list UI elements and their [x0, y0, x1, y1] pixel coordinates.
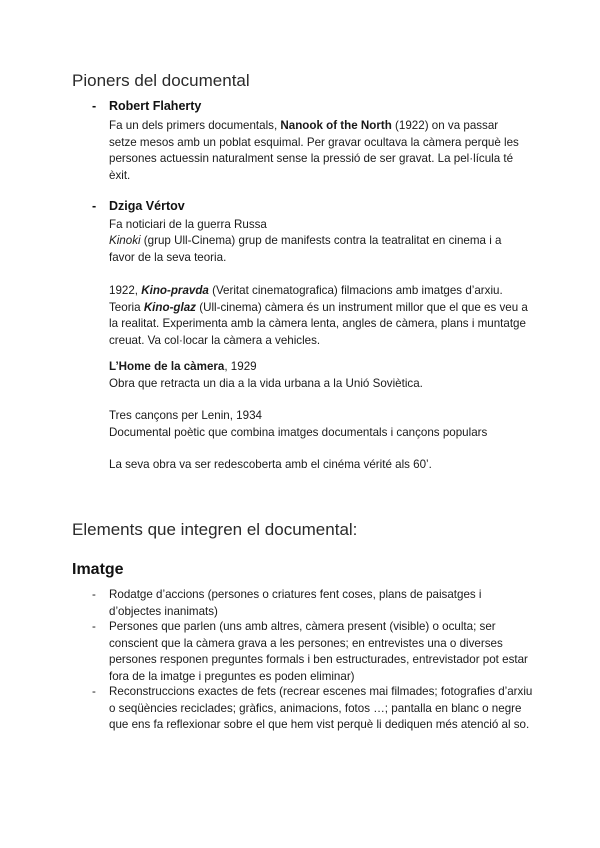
- bullet-dash: -: [92, 99, 97, 113]
- pioneer-name-vertov: Dziga Vértov: [109, 199, 185, 213]
- section-heading-pioneers: Pioners del documental: [72, 71, 250, 90]
- list-item: Reconstruccions exactes de fets (recrear escenes mai filmades; fotografies d’arxiu o seqüències reciclades; gràfics, animacions, fotos …; pantalla en blanc o negre que ens fa reflexionar sobre el que hem vist perquè li dediquen més atenció al so.: [109, 685, 533, 731]
- film-title-home-camera: L’Home de la càmera: [109, 360, 225, 373]
- flaherty-description: Fa un dels primers documentals, Nanook of the North (1922) on va passar setze mesos amb un poblat esquimal. Per gravar ocultava la càmera perquè les persones actuessin naturalment sense la pressió de ser gravat. La pel·lícula té èxit.: [109, 119, 519, 182]
- vertov-home-camera: L’Home de la càmera, 1929 Obra que retracta un dia a la vida urbana a la Unió Soviètica.: [109, 360, 423, 390]
- bullet-dash: -: [92, 199, 97, 213]
- list-bullet: -: [92, 620, 96, 633]
- list-item: Persones que parlen (uns amb altres, càmera present (visible) o oculta; ser conscient que la càmera grava a les persones; en entrevistes una o diverses persones responen preguntes formals i ben estructurades, entrevistador pot estar fora de la imatge i preguntes es poden eliminar): [109, 620, 528, 683]
- vertov-lenin: Tres cançons per Lenin, 1934 Documental poètic que combina imatges documentals i cançons populars: [109, 409, 488, 439]
- list-bullet: -: [92, 588, 96, 601]
- vertov-kino-pravda: 1922, Kino-pravda (Veritat cinematografica) filmacions amb imatges d’arxiu. Teoria Kino-glaz (Ull-cinema) càmera és un instrument millor que el que es veu a la realitat. Experimenta amb la càmera lenta, angles de càmera, plans i muntatge creuat. Va col·locar la càmera a vehicles.: [109, 284, 528, 347]
- vertov-legacy: La seva obra va ser redescoberta amb el cinéma vérité als 60’.: [109, 458, 432, 471]
- vertov-kinoki: Kinoki (grup Ull-Cinema) grup de manifests contra la teatralitat en cinema i a favor de la seva teoria.: [109, 234, 502, 264]
- pioneer-name-flaherty: Robert Flaherty: [109, 99, 202, 113]
- section-heading-elements: Elements que integren el documental:: [72, 520, 358, 539]
- kinoki-term: Kinoki: [109, 234, 141, 247]
- subheading-imatge: Imatge: [72, 561, 124, 578]
- kino-glaz-term: Kino-glaz: [143, 300, 196, 314]
- kino-pravda-term: Kino-pravda: [141, 284, 209, 297]
- list-item: Rodatge d’accions (persones o criatures fent coses, plans de paisatges i d’objectes inanimats): [109, 588, 482, 618]
- vertov-newsreel: Fa noticiari de la guerra Russa: [109, 218, 267, 231]
- film-title-nanook: Nanook of the North: [280, 119, 392, 132]
- list-bullet: -: [92, 685, 96, 698]
